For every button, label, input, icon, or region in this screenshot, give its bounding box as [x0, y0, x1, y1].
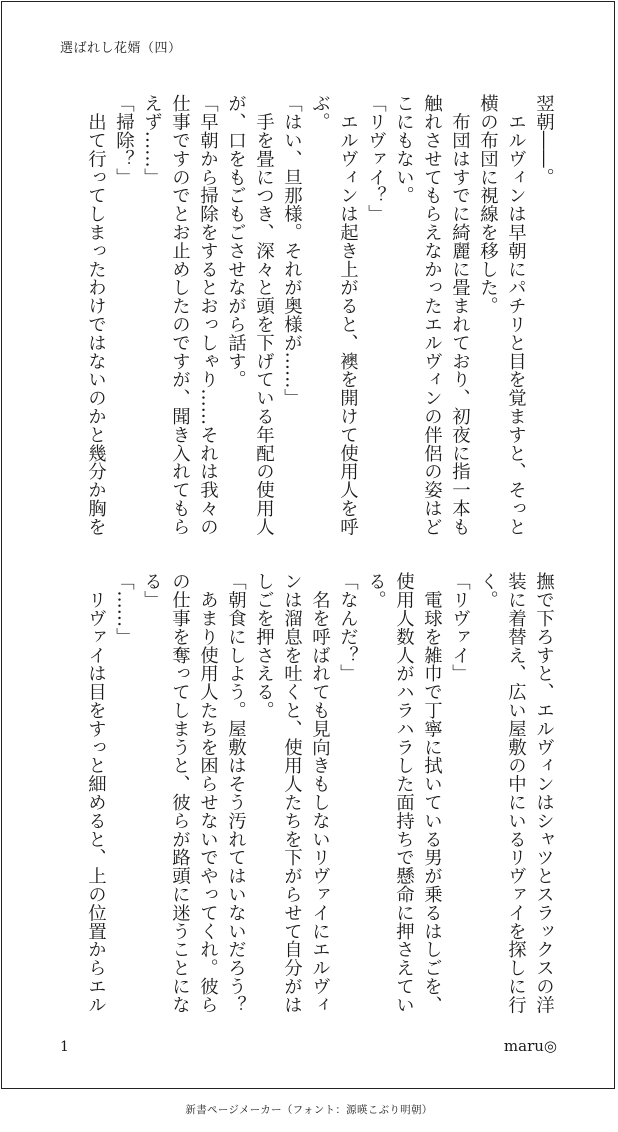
text-column: ンは溜息を吐くと、使用人たちを下がらせて自分がは [281, 572, 303, 1014]
page-number: 1 [60, 1039, 69, 1055]
text-column: く。 [477, 572, 499, 609]
text-column: 「リヴァイ」 [449, 572, 471, 683]
text-column: 手を畳につき、深々と頭を下げている年配の使用人 [253, 94, 275, 536]
text-column: 使用人数人がハラハラした面持ちで懸命に押さえてい [393, 572, 415, 1014]
text-column: リヴァイは目をすっと細めると、上の位置からエル [85, 572, 107, 1014]
text-column: 「……」 [113, 572, 135, 646]
text-column: 「掃除？」 [113, 94, 135, 186]
text-column: 名を呼ばれても見向きもしないリヴァイにエルヴィ [309, 572, 331, 1014]
text-column: 「早朝から掃除をするとおっしゃり……それは我々の [197, 94, 219, 536]
text-column: えず……」 [141, 94, 163, 186]
text-column: 翌朝――。 [533, 94, 555, 186]
text-column: ぶ。 [309, 94, 331, 131]
text-column: エルヴィンは起き上がると、襖を開けて使用人を呼 [337, 94, 359, 536]
text-column: 布団はすでに綺麗に畳まれており、初夜に指一本も [449, 94, 471, 536]
text-column: 電球を雑巾で丁寧に拭いている男が乗るはしごを、 [421, 572, 443, 1014]
text-column: 仕事ですのでとお止めしたのですが、聞き入れてもら [169, 94, 191, 536]
text-column: 「リヴァイ？」 [365, 94, 387, 223]
text-column: 「朝食にしよう。屋敷はそう汚れてはいないだろう？ [225, 572, 247, 1014]
text-column: る。 [365, 572, 387, 609]
text-column: の仕事を奪ってしまうと、彼らが路頭に迷うことにな [169, 572, 191, 1014]
text-column: 装に着替え、広い屋敷の中にいるリヴァイを探しに行 [505, 572, 527, 1014]
book-page [1, 1, 615, 1089]
text-column: こにもない。 [393, 94, 415, 205]
text-column: 出て行ってしまったわけではないのかと幾分か胸を [85, 94, 107, 536]
text-column: あまり使用人たちを困らせないでやってくれ。彼ら [197, 572, 219, 1014]
text-column: が、口をもごもごさせながら話す。 [225, 94, 247, 389]
text-column: 触れさせてもらえなかったエルヴィンの伴侶の姿はど [421, 94, 443, 536]
text-column: しごを押さえる。 [253, 572, 275, 720]
author-signature: maru◎ [503, 1037, 557, 1055]
text-column: エルヴィンは早朝にパチリと目を覚ますと、そっと [505, 94, 527, 536]
text-column: 撫で下ろすと、エルヴィンはシャツとスラックスの洋 [533, 572, 555, 1014]
text-column: 「なんだ？」 [337, 572, 359, 683]
text-column: 横の布団に視線を移した。 [477, 94, 499, 315]
text-column: 「はい、旦那様。それが奥様が……」 [281, 94, 303, 407]
text-column: る」 [141, 572, 163, 609]
generator-caption: 新書ページメーカー（フォント：源暎こぶり明朝） [185, 1104, 433, 1116]
chapter-title: 選ばれし花婿（四） [60, 41, 182, 56]
